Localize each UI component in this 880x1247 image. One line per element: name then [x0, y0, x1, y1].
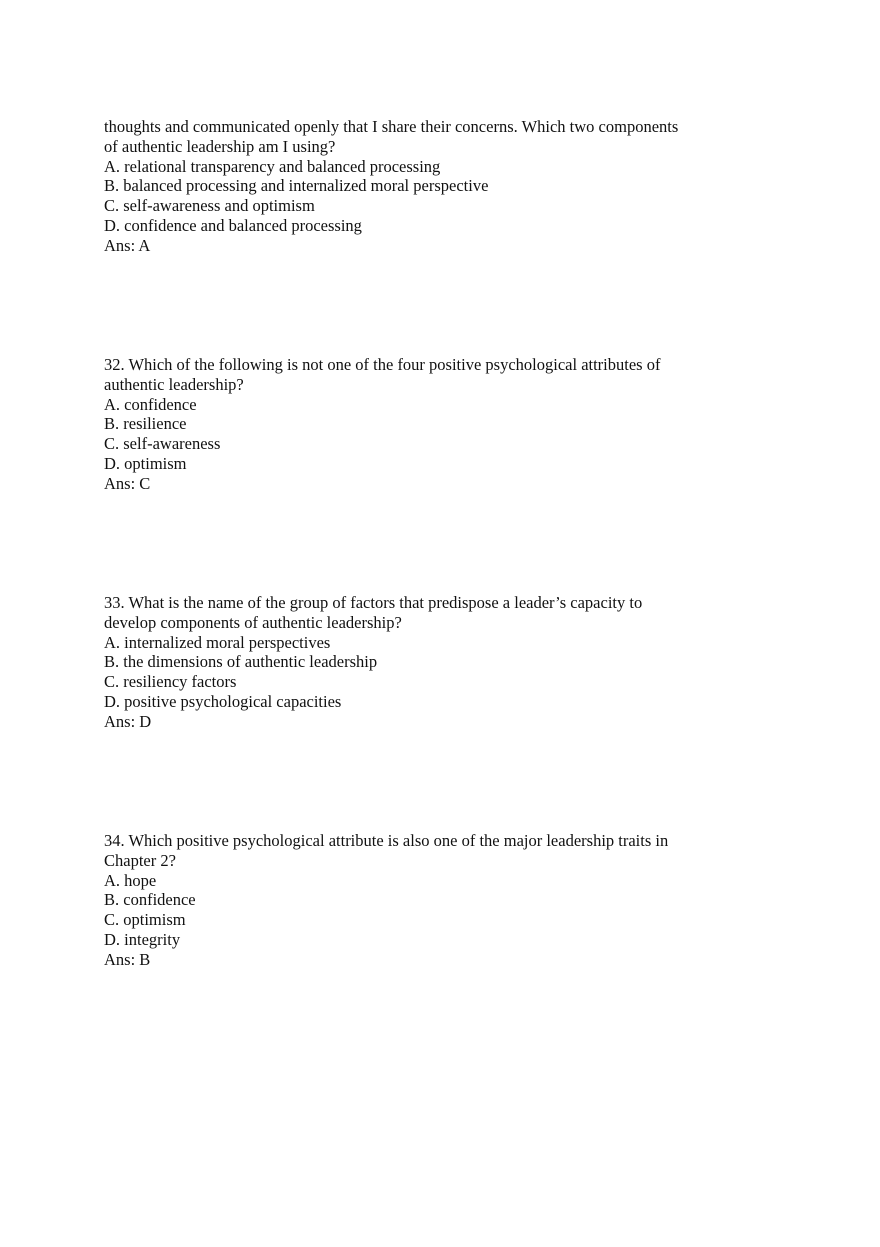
question-block-33	[104, 593, 744, 732]
option-a: A. hope	[104, 870, 157, 890]
option-b: B. confidence	[104, 890, 196, 910]
option-c: C. self-awareness and optimism	[104, 196, 315, 216]
option-d: D. optimism	[104, 453, 187, 473]
option-d: D. confidence and balanced processing	[104, 215, 362, 235]
option-d: D. positive psychological capacities	[104, 691, 342, 711]
option-c: C. optimism	[104, 910, 186, 930]
question-text-line: 34. Which positive psychological attribute is also one of the major leadership traits in	[104, 831, 669, 850]
answer-key: Ans: B	[104, 949, 151, 969]
question-text-line: 32. Which of the following is not one of the four positive psychological attributes of	[104, 355, 661, 374]
option-a: A. relational transparency and balanced processing	[104, 156, 441, 176]
answer-key: Ans: A	[104, 235, 151, 255]
option-b: B. the dimensions of authentic leadership	[104, 652, 378, 672]
question-text-line: Chapter 2?	[104, 850, 176, 870]
answer-key: Ans: D	[104, 711, 152, 731]
question-block-32	[104, 355, 744, 494]
question-text-line: 33. What is the name of the group of factors that predispose a leader’s capacity to	[104, 593, 643, 612]
question-block-31	[104, 117, 744, 256]
question-text-line: authentic leadership?	[104, 374, 244, 394]
option-b: B. resilience	[104, 414, 187, 434]
question-text-line: of authentic leadership am I using?	[104, 136, 336, 156]
option-b: B. balanced processing and internalized moral perspective	[104, 176, 489, 196]
option-c: C. resiliency factors	[104, 672, 237, 692]
option-c: C. self-awareness	[104, 434, 221, 454]
option-d: D. integrity	[104, 929, 181, 949]
option-a: A. internalized moral perspectives	[104, 632, 331, 652]
question-block-34	[104, 831, 744, 970]
answer-key: Ans: C	[104, 473, 151, 493]
question-text-line: develop components of authentic leadership?	[104, 612, 402, 632]
option-a: A. confidence	[104, 394, 197, 414]
question-text-line: thoughts and communicated openly that I share their concerns. Which two components	[104, 117, 679, 136]
